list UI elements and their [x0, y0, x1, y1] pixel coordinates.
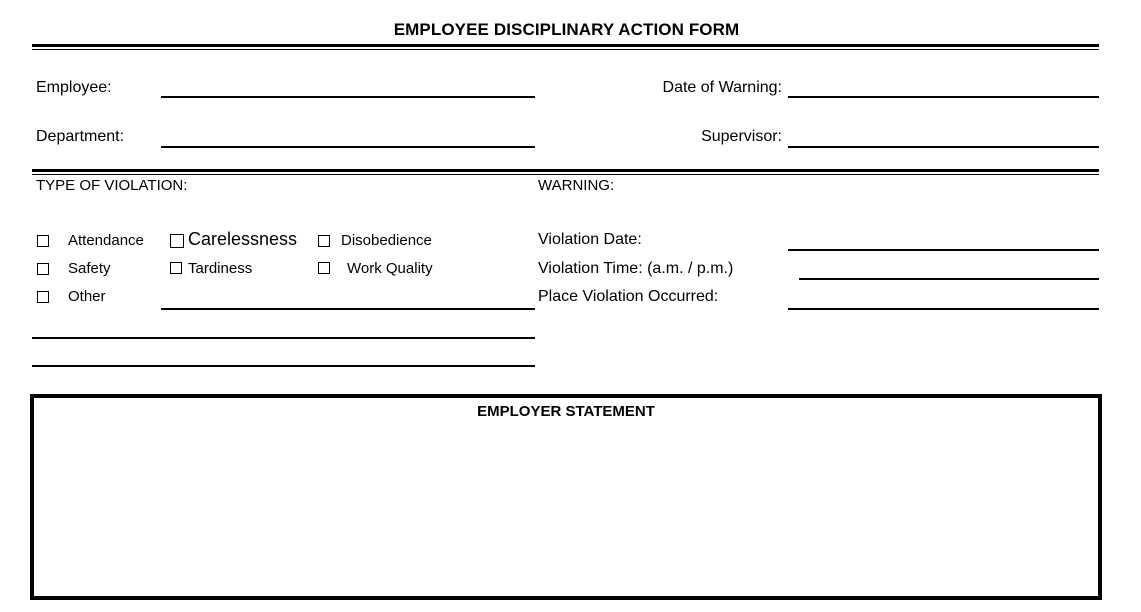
work-quality-checkbox[interactable] [318, 262, 330, 274]
department-label: Department: [36, 128, 125, 145]
employee-input-line[interactable] [161, 96, 535, 98]
form-title: EMPLOYEE DISCIPLINARY ACTION FORM [393, 20, 740, 39]
tardiness-checkbox[interactable] [170, 262, 182, 274]
date-of-warning-label: Date of Warning: [662, 79, 782, 96]
type-of-violation-heading: TYPE OF VIOLATION: [36, 177, 188, 194]
supervisor-input-line[interactable] [788, 146, 1099, 148]
violation-time-input-line[interactable] [799, 278, 1099, 280]
violation-notes-line-2[interactable] [32, 365, 535, 367]
carelessness-label: Carelessness [188, 229, 298, 249]
carelessness-checkbox[interactable] [170, 234, 184, 248]
date-of-warning-input-line[interactable] [788, 96, 1099, 98]
disobedience-label: Disobedience [341, 232, 432, 249]
place-violation-input-line[interactable] [788, 308, 1099, 310]
safety-checkbox[interactable] [37, 263, 49, 275]
other-checkbox[interactable] [37, 291, 49, 303]
violation-date-label: Violation Date: [538, 231, 642, 248]
department-input-line[interactable] [161, 146, 535, 148]
section-rule-thick [32, 169, 1099, 172]
title-rule-thin [32, 49, 1099, 50]
warning-heading: WARNING: [538, 177, 615, 194]
disobedience-checkbox[interactable] [318, 235, 330, 247]
other-input-line[interactable] [161, 308, 535, 310]
employer-statement-title: EMPLOYER STATEMENT [477, 403, 655, 420]
violation-notes-line-1[interactable] [32, 337, 535, 339]
section-rule-thin [32, 174, 1099, 175]
attendance-label: Attendance [68, 232, 144, 249]
supervisor-label: Supervisor: [701, 128, 782, 145]
violation-date-input-line[interactable] [788, 249, 1099, 251]
title-rule-thick [32, 44, 1099, 47]
place-violation-label: Place Violation Occurred: [538, 288, 719, 305]
attendance-checkbox[interactable] [37, 235, 49, 247]
other-label: Other [68, 288, 106, 305]
employee-label: Employee: [36, 79, 112, 96]
work-quality-label: Work Quality [347, 260, 433, 277]
safety-label: Safety [68, 260, 111, 277]
tardiness-label: Tardiness [188, 260, 253, 277]
violation-time-label: Violation Time: (a.m. / p.m.) [538, 260, 734, 277]
employer-statement-box[interactable] [30, 394, 1102, 600]
